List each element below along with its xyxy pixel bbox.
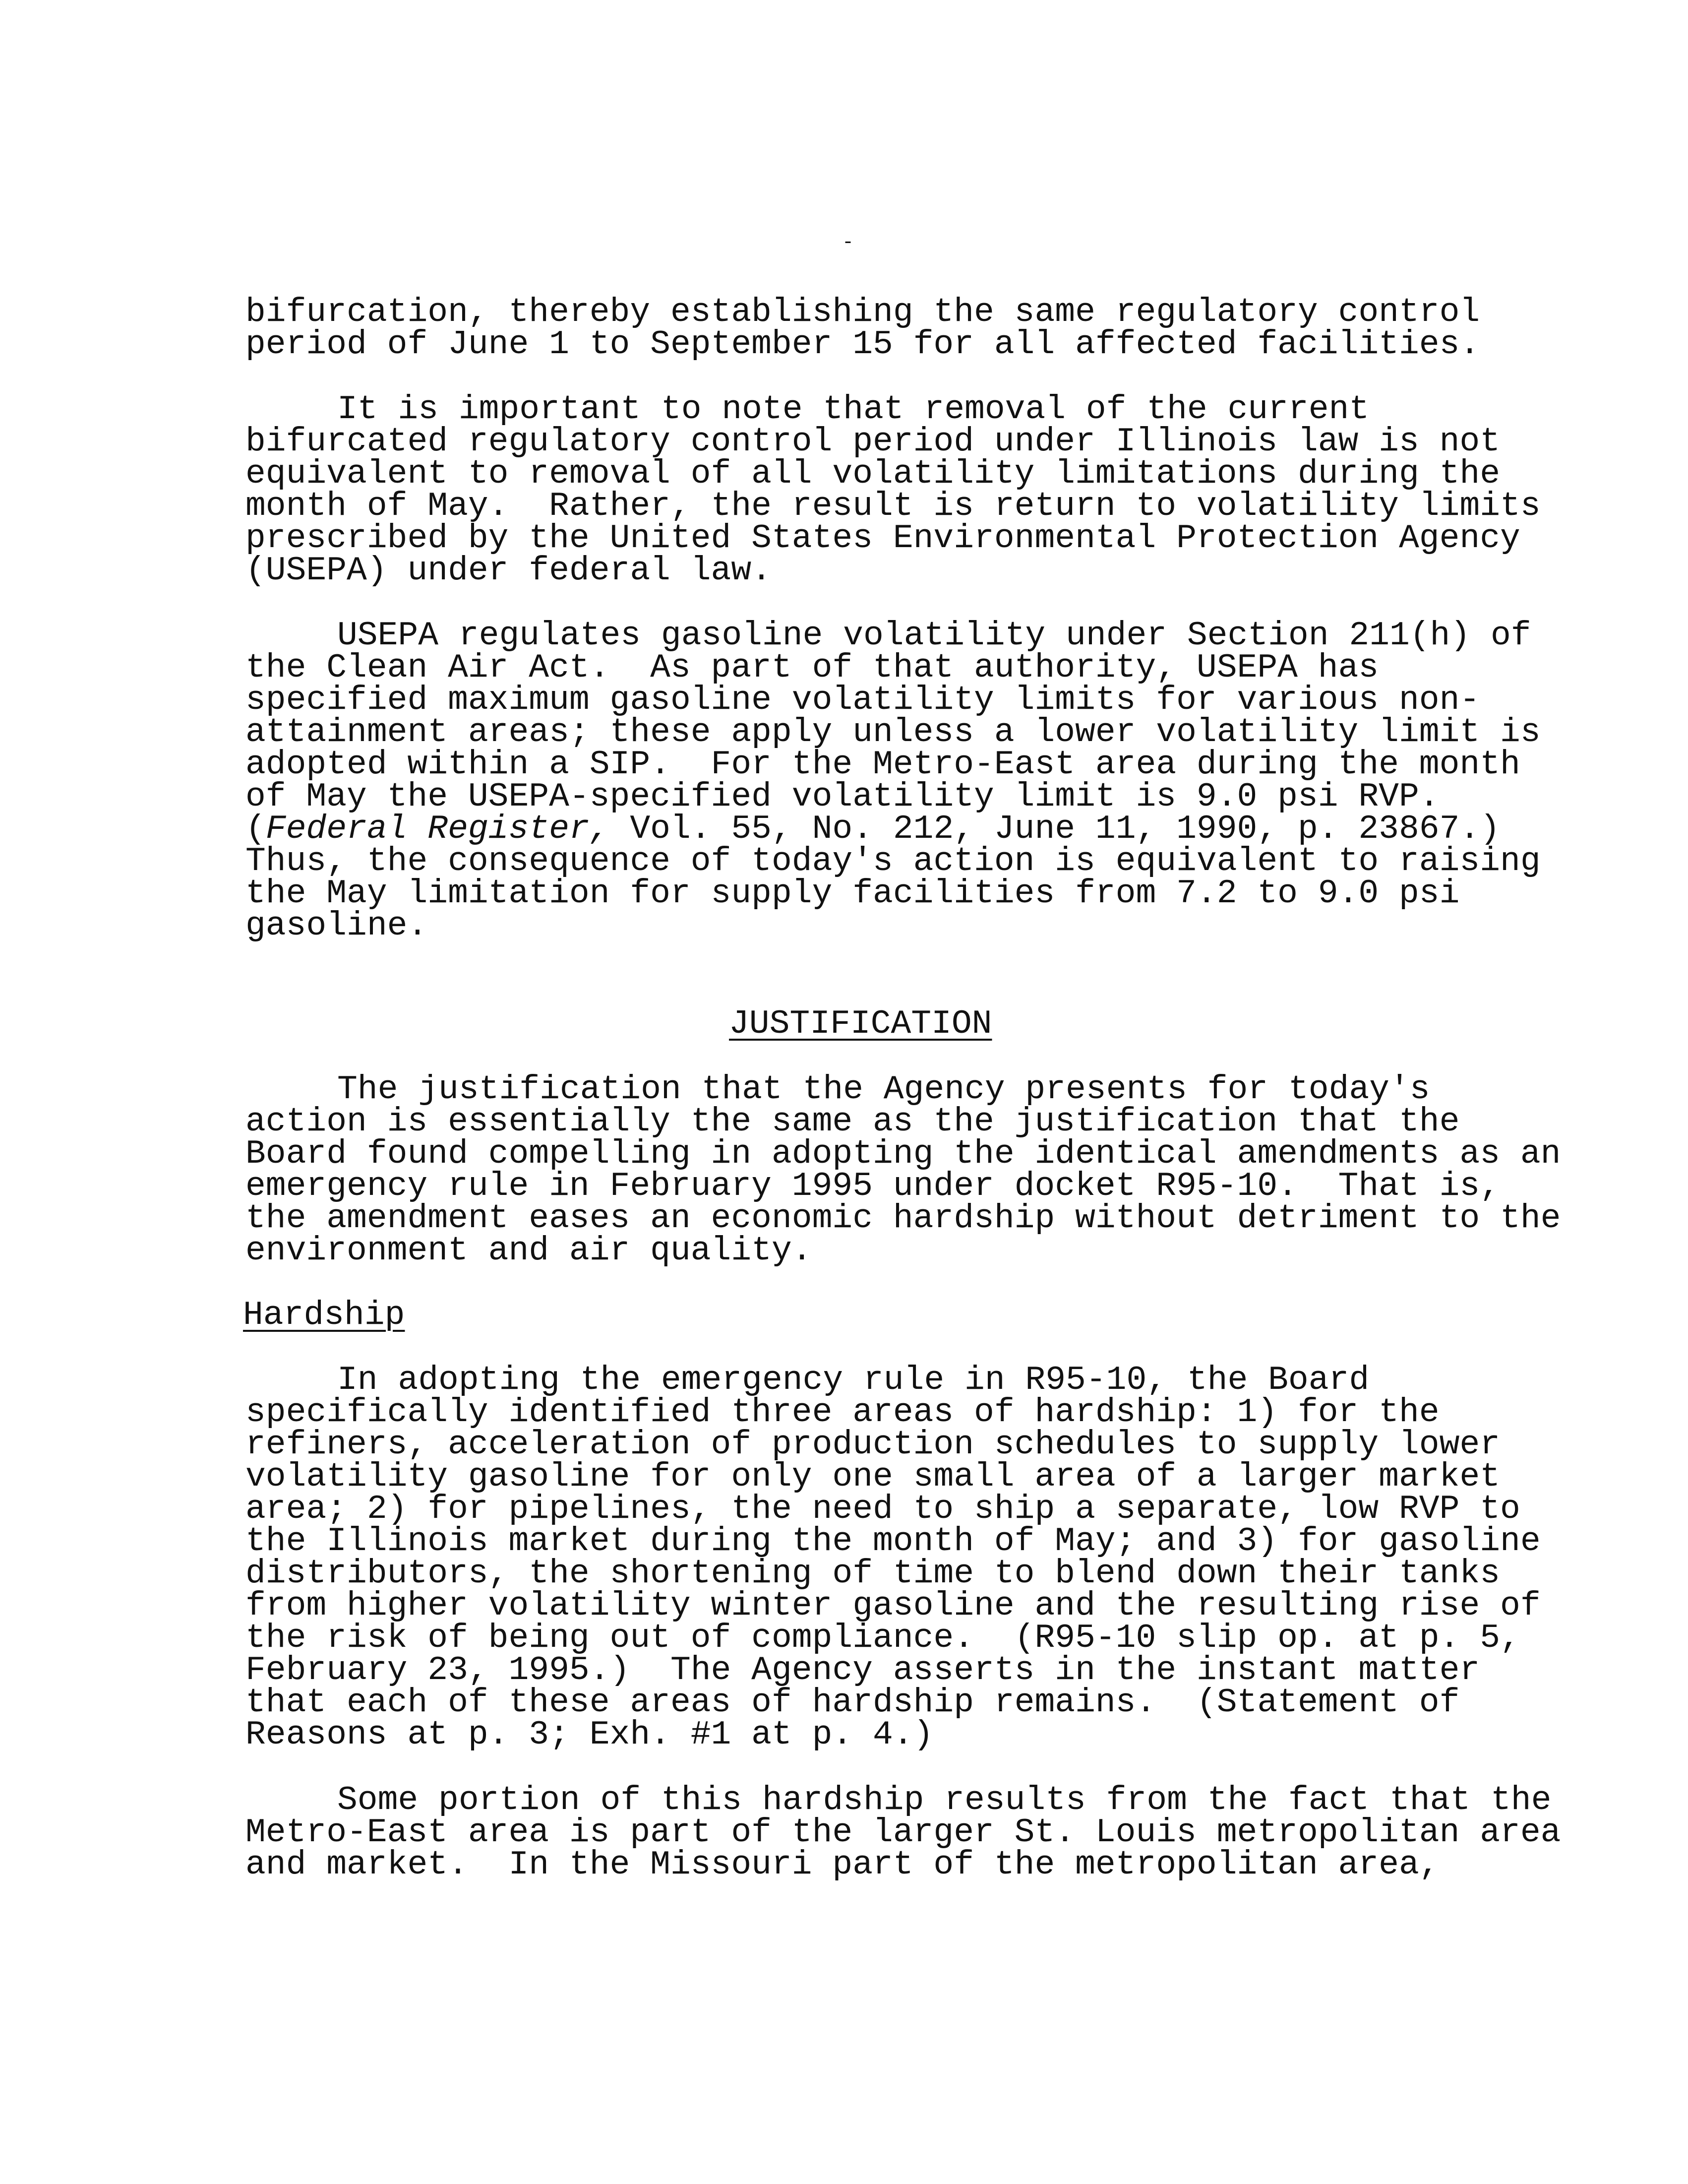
- paragraph-5-line: specifically identified three areas of hardship: 1) for the: [245, 1393, 1440, 1432]
- paragraph-3-line: attainment areas; these apply unless a lower volatility limit is: [245, 713, 1541, 751]
- paragraph-6-line: Metro-East area is part of the larger St. Louis metropolitan area: [245, 1813, 1561, 1852]
- paragraph-5-line: Reasons at p. 3; Exh. #1 at p. 4.): [245, 1716, 934, 1754]
- paragraph-5-line: distributors, the shortening of time to blend down their tanks: [245, 1555, 1501, 1593]
- page-mark: -: [842, 232, 854, 254]
- paragraph-3-line: gasoline.: [245, 907, 428, 945]
- citation-title: Federal Register,: [265, 810, 610, 848]
- paragraph-3-line: adopted within a SIP. For the Metro-East area during the month: [245, 746, 1520, 784]
- paragraph-4-line: Board found compelling in adopting the identical amendments as an: [245, 1135, 1561, 1173]
- justification-heading: JUSTIFICATION: [729, 1005, 992, 1043]
- paragraph-4-line: the amendment eases an economic hardship without detriment to the: [245, 1199, 1561, 1238]
- citation-open-paren: (: [245, 810, 266, 848]
- paragraph-4-line: environment and air quality.: [245, 1232, 812, 1270]
- paragraph-3-line: Thus, the consequence of today's action is equivalent to raising: [245, 842, 1541, 880]
- paragraph-5-line: refiners, acceleration of production schedules to supply lower: [245, 1426, 1501, 1464]
- paragraph-5-line: volatility gasoline for only one small area of a larger market: [245, 1458, 1501, 1496]
- paragraph-3-line: of May the USEPA-specified volatility limit is 9.0 psi RVP.: [245, 778, 1440, 816]
- paragraph-4-line: The justification that the Agency presents for today's: [337, 1070, 1430, 1109]
- paragraph-5-line: from higher volatility winter gasoline and the resulting rise of: [245, 1587, 1541, 1625]
- paragraph-5-line: the Illinois market during the month of May; and 3) for gasoline: [245, 1522, 1541, 1560]
- paragraph-2-line: equivalent to removal of all volatility limitations during the: [245, 455, 1501, 493]
- paragraph-5-line: the risk of being out of compliance. (R95-10 slip op. at p. 5,: [245, 1619, 1520, 1657]
- citation-line: [245, 812, 1500, 846]
- paragraph-2-line: bifurcated regulatory control period under Illinois law is not: [245, 423, 1501, 461]
- paragraph-3-line: specified maximum gasoline volatility limits for various non-: [245, 681, 1480, 719]
- paragraph-6-line: and market. In the Missouri part of the metropolitan area,: [245, 1846, 1440, 1884]
- paragraph-5-line: area; 2) for pipelines, the need to ship a separate, low RVP to: [245, 1490, 1520, 1528]
- paragraph-1-line: period of June 1 to September 15 for all affected facilities.: [245, 325, 1480, 364]
- paragraph-3-line: the Clean Air Act. As part of that authority, USEPA has: [245, 649, 1379, 687]
- paragraph-6-line: Some portion of this hardship results from the fact that the: [337, 1781, 1552, 1819]
- paragraph-2-line: month of May. Rather, the result is return to volatility limits: [245, 487, 1541, 525]
- hardship-heading: Hardship: [243, 1296, 405, 1334]
- paragraph-5-line: In adopting the emergency rule in R95-10, the Board: [337, 1361, 1370, 1399]
- citation-details: Vol. 55, No. 212, June 11, 1990, p. 23867.): [609, 810, 1501, 848]
- paragraph-4-line: action is essentially the same as the justification that the: [245, 1103, 1460, 1141]
- paragraph-4-line: emergency rule in February 1995 under docket R95-10. That is,: [245, 1167, 1501, 1205]
- paragraph-2-line: (USEPA) under federal law.: [245, 552, 772, 590]
- paragraph-3-line: USEPA regulates gasoline volatility under Section 211(h) of: [337, 617, 1531, 655]
- paragraph-1-line: bifurcation, thereby establishing the same regulatory control: [245, 293, 1480, 331]
- paragraph-5-line: February 23, 1995.) The Agency asserts in the instant matter: [245, 1651, 1480, 1689]
- paragraph-2-line: It is important to note that removal of the current: [337, 390, 1370, 429]
- paragraph-2-line: prescribed by the United States Environmental Protection Agency: [245, 519, 1520, 558]
- paragraph-3-line: the May limitation for supply facilities from 7.2 to 9.0 psi: [245, 874, 1460, 913]
- paragraph-5-line: that each of these areas of hardship remains. (Statement of: [245, 1684, 1460, 1722]
